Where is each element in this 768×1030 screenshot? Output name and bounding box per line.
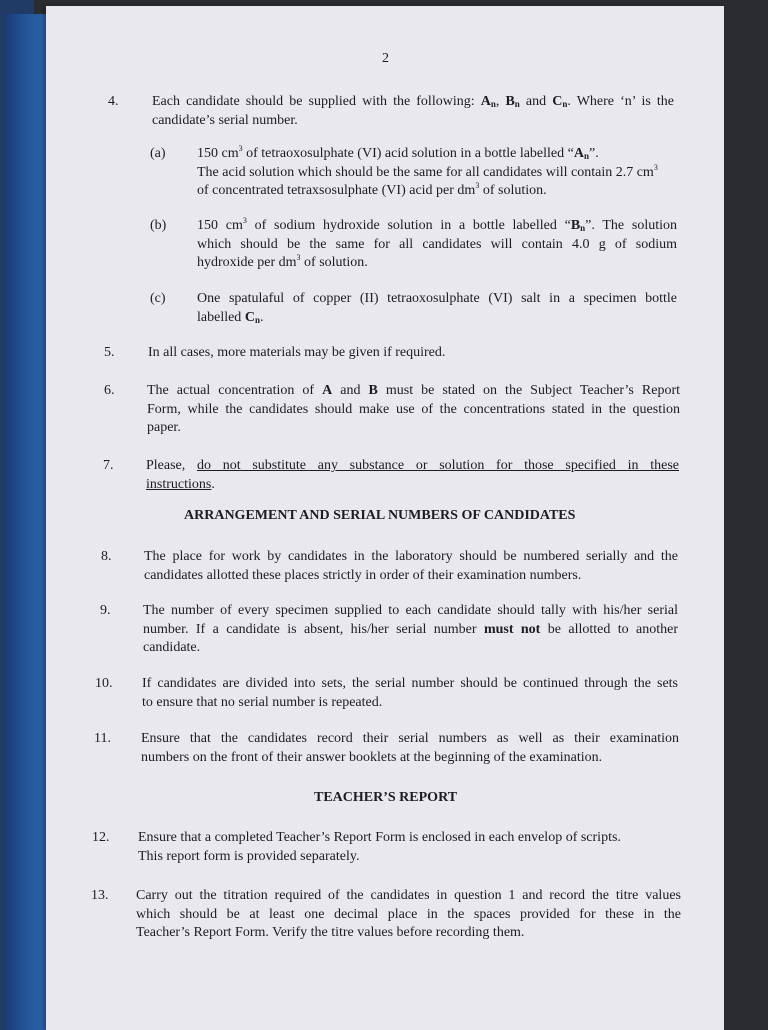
section-heading-teachers-report: TEACHER’S REPORT <box>314 790 458 805</box>
item-4b-text: 150 $cm^3$ of sodium hydroxide solution in a bottle labelled “$B_n$”. The solution which should be the same for all candidates will contain 4.0 g of sodium hydroxide per $dm^3$ of solution. <box>197 216 677 270</box>
item-13-text: Carry out the titration required of the candidates in question 1 and record the titre values which should be at least one decimal place in the spaces provided for these in the Teacher’s Report Form. Verify the titre values before recording them. <box>136 888 681 940</box>
item-number: 9. <box>100 603 111 618</box>
item-number: 4. <box>108 94 119 109</box>
item-number: 10. <box>95 676 113 691</box>
document-page <box>46 6 724 1030</box>
item-number: 7. <box>103 458 114 473</box>
item-11-text: Ensure that the candidates record their serial numbers as well as their examination numbers on the front of their answer booklets at the beginning of the examination. <box>141 731 679 765</box>
item-4a-text: 150 $cm^3$ of tetraoxosulphate (VI) acid solution in a bottle labelled “$A_n$”. The acid solution which should be the same for all candidates will contain 2.7 $cm^3$ of concentrated tetraxsosulphate (VI) acid per $dm^3$ of solution. <box>197 144 658 198</box>
item-number: 8. <box>101 549 112 564</box>
item-4-text: Each candidate should be supplied with the following: $A_n$, $B_n$ and $C_n$. Where ‘n’ is the candidate’s serial number. <box>152 94 675 128</box>
item-5-text: In all cases, more materials may be given if required. <box>148 345 446 360</box>
sub-item-label: (b) <box>150 218 167 233</box>
item-number: 6. <box>104 383 115 398</box>
item-8-text: The place for work by candidates in the laboratory should be numbered serially and the candidates allotted these places strictly in order of their examination numbers. <box>144 549 678 583</box>
item-number: 13. <box>91 888 109 903</box>
item-number: 12. <box>92 830 110 845</box>
sub-item-label: (c) <box>150 291 166 306</box>
item-number: 5. <box>104 345 115 360</box>
item-9-text: The number of every specimen supplied to each candidate should tally with his/her serial number. If a candidate is absent, his/her serial number must not be allotted to another candidate. <box>143 603 678 655</box>
item-10-text: If candidates are divided into sets, the serial number should be continued through the sets to ensure that no serial number is repeated. <box>142 676 678 710</box>
section-heading-arrangement: ARRANGEMENT AND SERIAL NUMBERS OF CANDIDATES <box>184 508 576 523</box>
item-7-text: Please, do not substitute any substance or solution for those specified in these instructions. <box>146 458 680 492</box>
item-number: 11. <box>94 731 111 746</box>
item-12-text: Ensure that a completed Teacher’s Report Form is enclosed in each envelop of scripts. This report form is provided separately. <box>138 830 621 864</box>
page-number: 2 <box>382 51 389 66</box>
item-4c-text: One spatulaful of copper (II) tetraoxosulphate (VI) salt in a specimen bottle labelled $C_n$. <box>197 291 677 325</box>
item-6-text: The actual concentration of A and B must be stated on the Subject Teacher’s Report Form, while the candidates should make use of the concentrations stated in the question paper. <box>147 383 681 435</box>
sub-item-label: (a) <box>150 146 166 161</box>
